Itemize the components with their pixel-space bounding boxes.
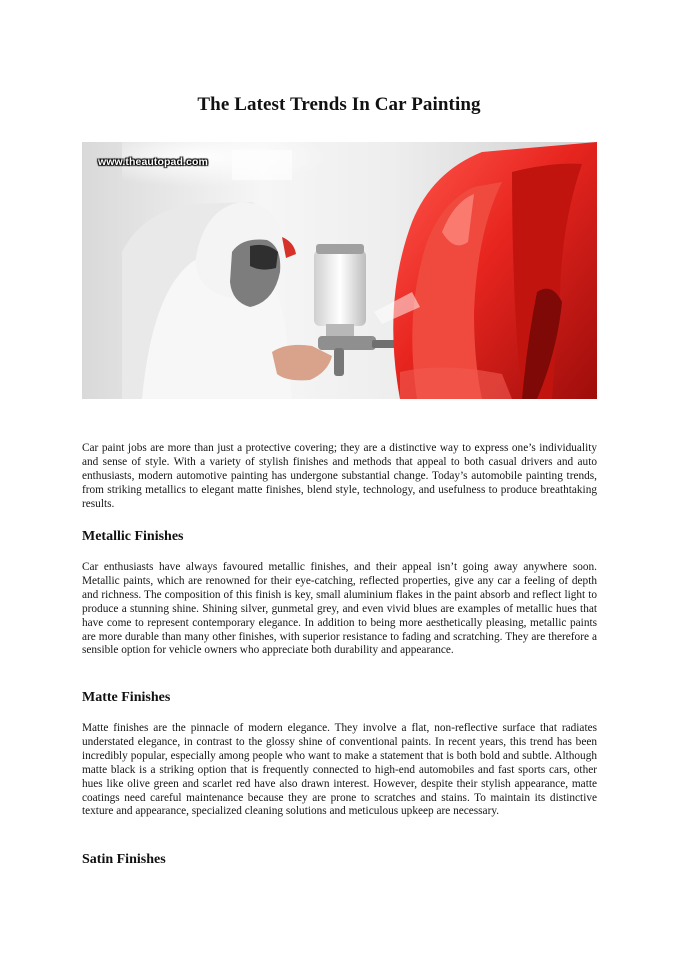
section-heading-metallic: Metallic Finishes: [82, 529, 184, 544]
image-watermark: www.theautopad.com: [98, 156, 208, 168]
section-heading-matte: Matte Finishes: [82, 690, 171, 705]
article-title: The Latest Trends In Car Painting: [197, 93, 481, 115]
car-painting-illustration: [82, 142, 597, 399]
section-heading-satin: Satin Finishes: [82, 852, 166, 867]
section-body-matte: Matte finishes are the pinnacle of modern elegance. They involve a flat, non-reflective surface that radiates understated elegance, in contrast to the glossy shine of conventional paints. In recent years, this trend has been incredibly popular, especially among people who want to make a statement that is both bold and subtle. Although matte black is a striking option that is frequently connected to high-end automobiles and fast sports cars, other hues like olive green and scarlet red have also drawn interest. However, despite their stylish appearance, matte coatings need careful maintenance because they are prone to scratches and stains. To maintain its distinctive texture and appearance, specialized cleaning solutions and meticulous upkeep are necessary.: [82, 722, 597, 818]
section-body-metallic: Car enthusiasts have always favoured metallic finishes, and their appeal isn’t going away anywhere soon. Metallic paints, which are renowned for their eye-catching, reflected properties, give any car a feeling of depth and richness. The composition of this finish is key, small aluminium flakes in the paint absorb and reflect light to produce a stunning shine. Shining silver, gunmetal grey, and even vivid blues are examples of metallic hues that have come to represent contemporary elegance. In addition to being more aesthetically pleasing, metallic paints are more durable than many other finishes, with superior resistance to fading and scratching. They are therefore a sensible option for vehicle owners who appreciate both durability and appearance.: [82, 561, 597, 657]
hero-image: [82, 142, 597, 399]
intro-paragraph: Car paint jobs are more than just a protective covering; they are a distinctive way to express one’s individuality and sense of style. With a variety of stylish finishes and methods that appeal to both casual drivers and auto enthusiasts, modern automotive painting has undergone substantial change. Today’s automobile painting trends, from striking metallics to elegant matte finishes, blend style, technology, and usefulness to produce breathtaking results.: [82, 442, 597, 510]
